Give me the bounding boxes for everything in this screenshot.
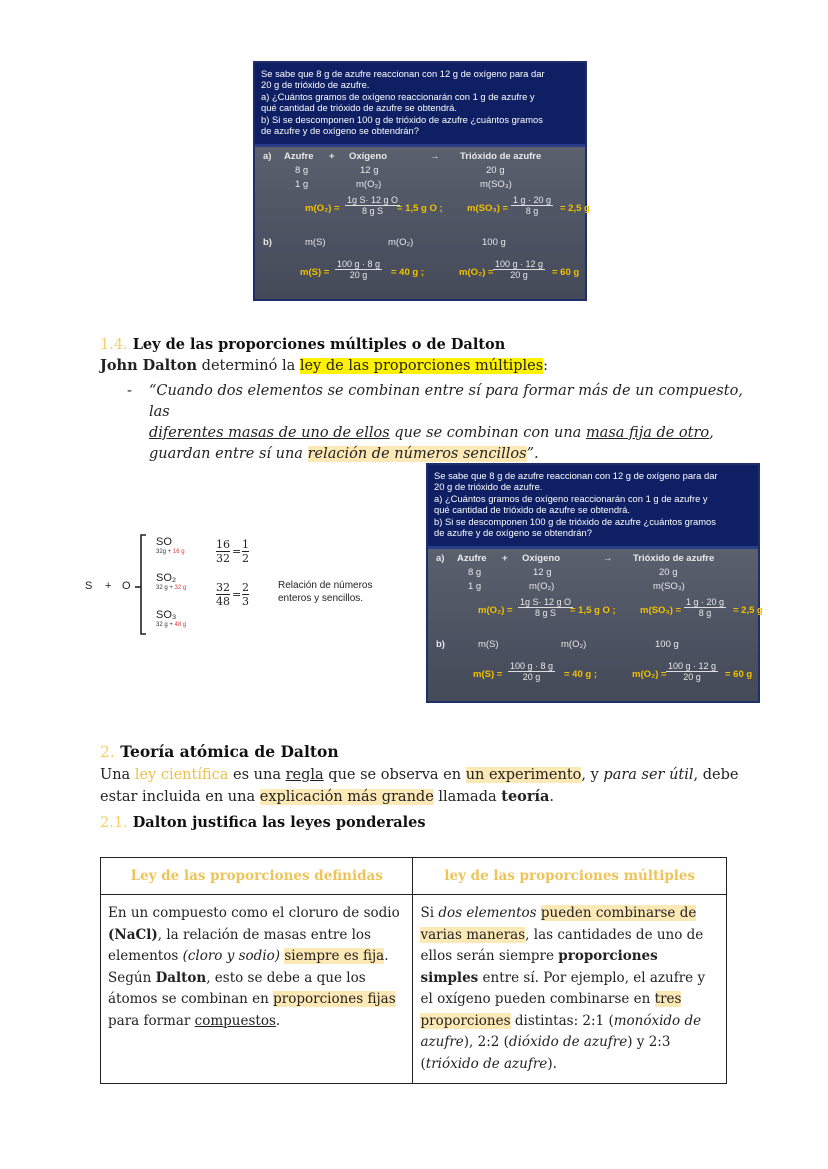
highlight-text: relación de números sencillos bbox=[307, 446, 527, 462]
italic-text: monóxido de azufre bbox=[420, 1012, 702, 1050]
text: , esto se debe a que los átomos se combinan en bbox=[108, 969, 366, 1007]
question-line: a) ¿Cuántos gramos de oxígeno reaccionarán con 1 g de azufre y bbox=[434, 492, 708, 504]
calc-b2-result: = 60 g bbox=[725, 669, 753, 680]
denominator: 48 bbox=[216, 595, 230, 608]
calc-b1-result: = 40 g ; bbox=[564, 669, 597, 680]
highlight-law: ley de las proporciones múltiples bbox=[299, 358, 544, 374]
text: : bbox=[543, 358, 549, 374]
calc-b1-lhs: m(S) = bbox=[300, 267, 330, 278]
calc-a2-result: = 2,5 g bbox=[560, 203, 590, 214]
exercise-slide-image-top bbox=[253, 61, 590, 301]
part-b-label: b) bbox=[436, 639, 445, 650]
part-a-label: a) bbox=[436, 553, 445, 564]
section-number: 2.1. bbox=[100, 815, 128, 831]
section-2-heading bbox=[100, 742, 339, 761]
text: ) y 2:3 ( bbox=[420, 1034, 671, 1072]
calc-b1-result: = 40 g ; bbox=[391, 267, 424, 278]
section-2-1-heading bbox=[100, 814, 426, 831]
compound-formula: SO bbox=[156, 536, 172, 548]
text: que se observa en bbox=[323, 767, 466, 783]
calc-a1-lhs: m(O₂) = bbox=[478, 605, 513, 616]
numerator: 16 bbox=[216, 538, 230, 551]
part-a-label: a) bbox=[263, 151, 272, 162]
element-o: O bbox=[122, 580, 131, 592]
numerator: 1 bbox=[242, 538, 249, 551]
compound-mass bbox=[156, 549, 185, 555]
text: . Según bbox=[108, 948, 389, 986]
equals-sign: = bbox=[232, 588, 242, 601]
bracket-icon bbox=[134, 534, 150, 636]
section-number: 2. bbox=[100, 743, 115, 761]
numerator: 100 g · 12 g bbox=[668, 661, 717, 671]
text: ), 2:2 ( bbox=[463, 1034, 509, 1050]
numerator: 1g S· 12 g O bbox=[347, 195, 399, 205]
ratio-fraction bbox=[242, 581, 249, 608]
john-dalton: John Dalton bbox=[100, 357, 198, 374]
calc-b2-result: = 60 g bbox=[552, 267, 580, 278]
row1-trioxido: 20 g bbox=[659, 567, 678, 578]
row1-oxigeno: 12 g bbox=[533, 567, 552, 578]
table-header-row bbox=[101, 858, 727, 895]
section-1-4-intro bbox=[100, 355, 548, 377]
highlight-text: un experimento bbox=[465, 767, 582, 783]
text: . bbox=[275, 1012, 281, 1029]
slide-answer bbox=[255, 147, 590, 299]
question-line: Se sabe que 8 g de azufre reaccionan con 12 g de oxígeno para dar bbox=[261, 68, 545, 79]
header-oxigeno: Oxígeno bbox=[522, 553, 561, 564]
section-number: 1.4. bbox=[100, 337, 128, 353]
slide-question bbox=[255, 63, 585, 147]
denominator: 3 bbox=[242, 595, 249, 608]
denominator: 20 g bbox=[349, 270, 368, 280]
numerator: 1 g · 20 g bbox=[686, 597, 725, 607]
row2-oxigeno: m(O₂) bbox=[529, 581, 555, 592]
equals-sign: = bbox=[232, 545, 242, 558]
text: distintas: 2:1 ( bbox=[510, 1012, 614, 1029]
text: entre sí. Por ejemplo, el azufre y el oxígeno pueden combinarse en bbox=[420, 969, 706, 1007]
table-row bbox=[101, 895, 727, 1084]
row1-oxigeno: 12 g bbox=[360, 165, 379, 176]
b-row-o2: m(O₂) bbox=[388, 237, 414, 248]
highlight-text: explicación más grande bbox=[259, 789, 434, 805]
ratio-fraction bbox=[216, 581, 230, 608]
calc-a1-fraction bbox=[518, 597, 573, 618]
calc-a1-fraction bbox=[345, 195, 400, 216]
calc-b1-fraction bbox=[335, 259, 382, 280]
question-line: qué cantidad de trióxido de azufre se obtendrá. bbox=[261, 102, 457, 114]
calc-b1-fraction bbox=[508, 661, 555, 682]
ratio-note: enteros y sencillos. bbox=[278, 593, 364, 604]
ratio-fraction bbox=[242, 538, 249, 565]
bullet-dash: - bbox=[127, 383, 132, 399]
highlight-text: siempre es fija bbox=[284, 948, 385, 964]
text: que se combinan con una bbox=[389, 425, 586, 441]
calc-b2-lhs: m(O₂) = bbox=[459, 267, 494, 278]
mass-s: 32g + bbox=[156, 549, 173, 555]
italic-text: dióxido de azufre bbox=[508, 1034, 628, 1050]
compound-mass bbox=[156, 585, 186, 591]
question-line: a) ¿Cuántos gramos de oxígeno reaccionarán con 1 g de azufre y bbox=[261, 90, 535, 102]
exercise-slide-image-right bbox=[426, 463, 763, 703]
numerator: 100 g · 8 g bbox=[337, 259, 381, 269]
text: , debe bbox=[693, 767, 739, 783]
italic-text: (cloro y sodio) bbox=[182, 948, 281, 964]
text: ). bbox=[547, 1055, 557, 1072]
denominator: 20 g bbox=[510, 270, 528, 280]
element-s: S bbox=[85, 580, 93, 592]
text: llamada bbox=[433, 789, 502, 805]
b-row-total: 100 g bbox=[482, 237, 506, 248]
quote-line bbox=[149, 444, 749, 465]
b-row-s: m(S) bbox=[305, 237, 326, 248]
row2-azufre: 1 g bbox=[468, 581, 482, 592]
ratio-note: Relación de números bbox=[278, 580, 373, 591]
header-trioxido: Trióxido de azufre bbox=[633, 553, 715, 564]
text: , la relación de masas entre los elementos bbox=[108, 926, 371, 964]
calc-a2-result: = 2,5 g bbox=[733, 605, 763, 616]
header-oxigeno: Oxígeno bbox=[349, 151, 388, 162]
mass-s: 32 g + bbox=[156, 622, 175, 628]
row2-trioxido: m(SO₃) bbox=[480, 179, 512, 190]
section-title: Dalton justifica las leyes ponderales bbox=[132, 814, 426, 831]
ratio-fraction bbox=[216, 538, 230, 565]
table-cell-multiple-proportions bbox=[413, 895, 727, 1084]
text: , bbox=[709, 425, 714, 441]
text: . bbox=[549, 789, 554, 805]
question-line: Se sabe que 8 g de azufre reaccionan con 12 g de oxígeno para dar bbox=[434, 470, 718, 481]
mass-o: 16 g bbox=[172, 549, 185, 555]
question-line: de azufre y de oxígeno se obtendrán? bbox=[434, 527, 592, 539]
calc-a2-lhs: m(SO₃) = bbox=[467, 203, 509, 214]
underline-text: masa fija de otro bbox=[585, 425, 710, 441]
text: Si bbox=[420, 905, 439, 921]
question-line: b) Si se descomponen 100 g de trióxido de azufre ¿cuántos gramos bbox=[261, 113, 543, 125]
paragraph-line bbox=[100, 786, 740, 808]
section-1-4-heading bbox=[100, 336, 505, 353]
table-header: ley de las proporciones múltiples bbox=[413, 858, 727, 895]
row1-azufre: 8 g bbox=[468, 567, 482, 578]
b-row-total: 100 g bbox=[655, 639, 679, 650]
header-azufre: Azufre bbox=[284, 151, 314, 162]
denominator: 8 g S bbox=[362, 206, 384, 216]
denominator: 20 g bbox=[522, 672, 541, 682]
law-quote bbox=[149, 381, 749, 465]
numerator: 1g S· 12 g O bbox=[520, 597, 572, 607]
text: guardan entre sí una bbox=[149, 446, 308, 462]
row1-azufre: 8 g bbox=[295, 165, 309, 176]
highlight-text: pueden combinarse de varias maneras bbox=[420, 905, 697, 943]
text: Una bbox=[100, 767, 135, 783]
highlight-text: tres proporciones bbox=[420, 991, 682, 1029]
multiple-proportions-diagram bbox=[80, 530, 380, 640]
highlight-text: proporciones fijas bbox=[273, 991, 396, 1007]
question-line: qué cantidad de trióxido de azufre se obtendrá. bbox=[434, 504, 630, 516]
b-row-o2: m(O₂) bbox=[561, 639, 587, 650]
row2-trioxido: m(SO₃) bbox=[653, 581, 685, 592]
calc-a2-fraction bbox=[511, 195, 553, 216]
laws-comparison-table bbox=[100, 857, 727, 1084]
numerator: 100 g · 8 g bbox=[510, 661, 554, 671]
text: , y bbox=[581, 767, 604, 783]
question-line: b) Si se descomponen 100 g de trióxido de azufre ¿cuántos gramos bbox=[434, 515, 716, 527]
text: para formar bbox=[108, 1012, 195, 1029]
row2-azufre: 1 g bbox=[295, 179, 309, 190]
numerator: 32 bbox=[216, 581, 230, 594]
bold-text: teoría bbox=[501, 788, 550, 805]
question-line: de azufre y de oxígeno se obtendrán? bbox=[261, 125, 419, 137]
b-row-s: m(S) bbox=[478, 639, 499, 650]
numerator: 100 g · 12 g bbox=[495, 259, 544, 269]
slide-question bbox=[428, 465, 758, 549]
bold-text: proporciones simples bbox=[420, 948, 658, 986]
calc-b2-fraction bbox=[666, 661, 718, 682]
row1-trioxido: 20 g bbox=[486, 165, 505, 176]
table-cell-definite-proportions bbox=[101, 895, 413, 1084]
underline-text: diferentes masas de uno de ellos bbox=[149, 425, 390, 441]
slide-answer bbox=[428, 549, 763, 701]
text: , las cantidades de uno de ellos serán siempre bbox=[420, 926, 704, 964]
calc-a1-result: = 1,5 g O ; bbox=[570, 605, 616, 616]
header-plus: + bbox=[329, 151, 335, 162]
text: En un compuesto como el cloruro de sodio bbox=[108, 905, 400, 921]
text: ”. bbox=[526, 446, 539, 462]
quote-line bbox=[149, 423, 749, 444]
question-line: 20 g de trióxido de azufre. bbox=[434, 481, 543, 493]
compound-formula: SO₃ bbox=[156, 609, 177, 621]
numerator: 2 bbox=[242, 581, 249, 594]
calc-a1-result: = 1,5 g O ; bbox=[397, 203, 443, 214]
header-plus: + bbox=[502, 553, 508, 564]
plus-sign: + bbox=[105, 580, 112, 592]
section-title: Teoría atómica de Dalton bbox=[120, 742, 339, 761]
denominator: 8 g bbox=[698, 608, 712, 618]
bold-text: (NaCl) bbox=[108, 926, 158, 943]
underline-text: compuestos bbox=[194, 1012, 276, 1029]
denominator: 8 g bbox=[525, 206, 539, 216]
arrow-icon: → bbox=[430, 151, 440, 162]
denominator: 8 g S bbox=[535, 608, 557, 618]
italic-text: trióxido de azufre bbox=[425, 1055, 548, 1072]
denominator: 20 g bbox=[683, 672, 701, 682]
calc-b2-lhs: m(O₂) = bbox=[632, 669, 667, 680]
denominator: 32 bbox=[216, 552, 230, 565]
calc-a2-lhs: m(SO₃) = bbox=[640, 605, 682, 616]
header-azufre: Azufre bbox=[457, 553, 487, 564]
compound-mass bbox=[156, 622, 186, 628]
compound-formula: SO₂ bbox=[156, 572, 177, 584]
mass-o: 32 g bbox=[174, 585, 187, 591]
italic-text: para ser útil bbox=[603, 767, 694, 783]
section-2-paragraph bbox=[100, 765, 740, 808]
section-title: Ley de las proporciones múltiples o de Dalton bbox=[132, 336, 506, 353]
calc-b2-fraction bbox=[493, 259, 545, 280]
calc-a2-fraction bbox=[684, 597, 726, 618]
text: es una bbox=[228, 767, 286, 783]
text: estar incluida en una bbox=[100, 789, 260, 805]
calc-b1-lhs: m(S) = bbox=[473, 669, 503, 680]
italic-text: dos elementos bbox=[438, 905, 537, 921]
arrow-icon: → bbox=[603, 553, 613, 564]
mass-s: 32 g + bbox=[156, 585, 175, 591]
text: determinó la bbox=[197, 358, 300, 374]
part-b-label: b) bbox=[263, 237, 272, 248]
paragraph-line bbox=[100, 765, 740, 786]
row2-oxigeno: m(O₂) bbox=[356, 179, 382, 190]
bold-text: Dalton bbox=[155, 969, 207, 986]
mass-o: 48 g bbox=[174, 622, 187, 628]
underline-text: regla bbox=[285, 767, 324, 783]
question-line: 20 g de trióxido de azufre. bbox=[261, 79, 370, 91]
header-trioxido: Trióxido de azufre bbox=[460, 151, 542, 162]
table-header: Ley de las proporciones definidas bbox=[101, 858, 413, 895]
quote-line: “Cuando dos elementos se combinan entre sí para formar más de un compuesto, las bbox=[149, 383, 743, 420]
calc-a1-lhs: m(O₂) = bbox=[305, 203, 340, 214]
numerator: 1 g · 20 g bbox=[513, 195, 552, 205]
denominator: 2 bbox=[242, 552, 249, 565]
gold-text: ley científica bbox=[134, 767, 229, 783]
